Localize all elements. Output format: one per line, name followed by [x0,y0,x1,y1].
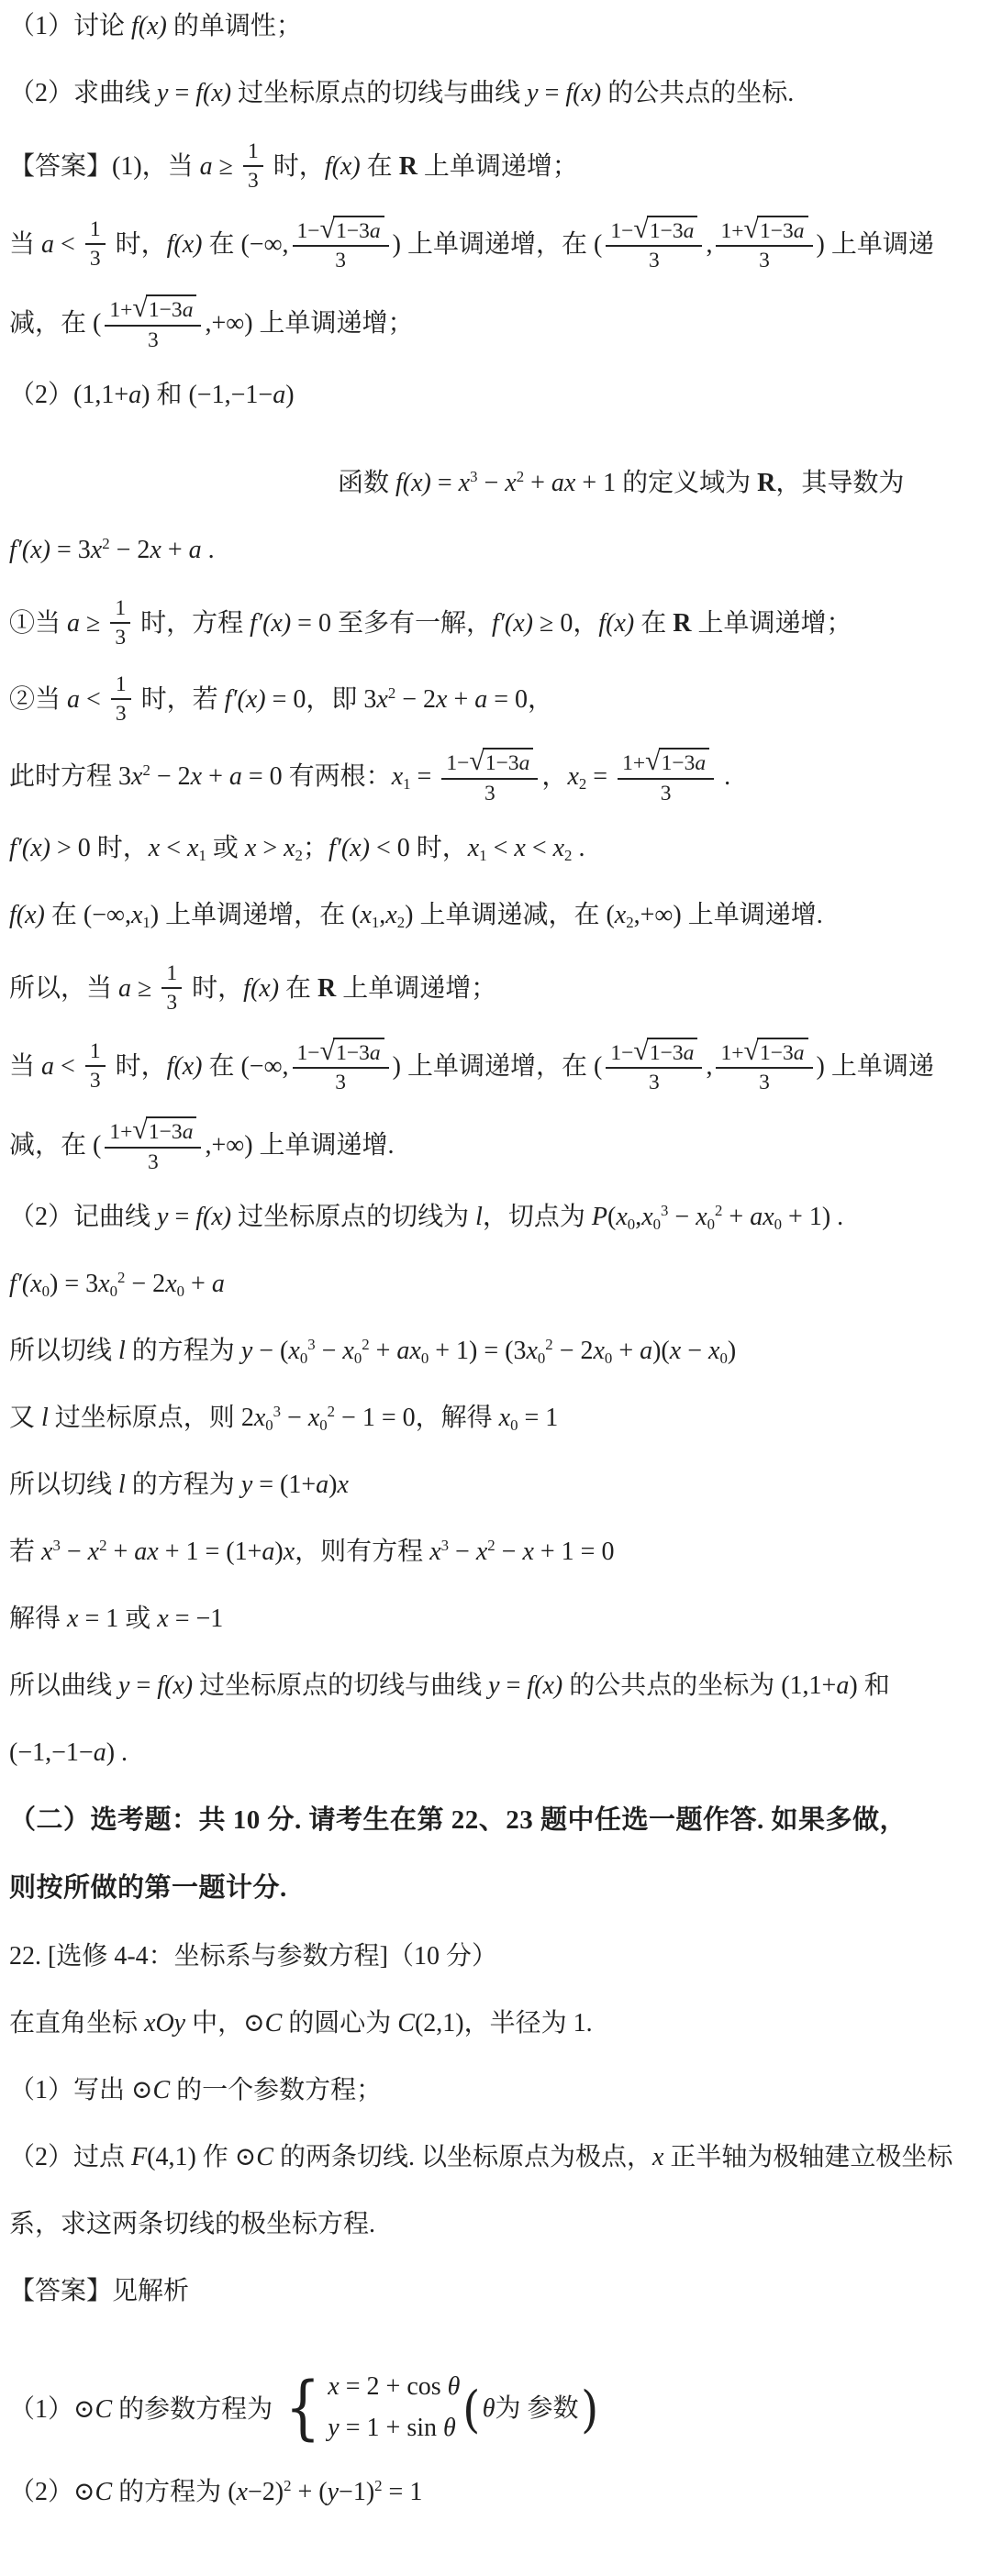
part2-tangent-line: 所以切线 l 的方程为 y = (1+a)x [9,1470,349,1499]
q22-part2b: 系，求这两条切线的极坐标方程. [9,2209,376,2238]
q22-answer-label: 【答案】见解析 [9,2276,190,2305]
q22-answer2: （2）⊙C 的方程为 $(x-2)^2 + (y-1)^2 = 1$ [9,2477,423,2506]
part2-intersection-equation: 若 $x^3 - x^2$ + ax + 1 = (1+a)x，则有方程 $x^3 - x^2 - x + 1 = 0$ [9,1537,615,1566]
question-part1: （1）讨论 f(x) 的单调性； [9,12,302,40]
q22-answer1: （1）⊙C 的参数方程为 { x = 2 + cos θ y = 1 + sin θ ( θ为 参数 ) [9,2366,598,2448]
analysis-sign: f′(x) > 0 时，x < x1 或 x > x2；f′(x) < 0 时，x1 < x < x2 . [9,833,585,864]
answer-part1-case2a: 当 a < $\frac{1}{3}$ 时，f(x) 在 (−∞, 1− √ 1−3a 3 ) 上单调递增，在 ( 1− √ 1−3a 3 , 1+ √ 1−3a 3 ) 上单调递 [9,212,934,272]
answer-part1-case2b: 减，在 ( 1+ √ 1−3a 3 ,+∞) 上单调递增； [9,292,414,352]
conclusion-case2a: 当 a < $\frac{1}{3}$ 时，f(x) 在 (−∞, 1− √ 1−3a 3 ) 上单调递增，在 ( 1− √ 1−3a 3 , 1+ √ 1−3a 3 ) 上单调递 [9,1034,934,1094]
q22-part1: （1）写出 ⊙C 的一个参数方程； [9,2075,383,2104]
q22-part2a: （2）过点 F(4,1) 作 ⊙C 的两条切线. 以坐标原点为极点，x 正半轴为极轴建立极坐标 [9,2142,953,2171]
part2-tangent-equation: 所以切线 l 的方程为 $y - (x0^3 - x0^2 + ax0 + 1) = (3x0^2 - 2x0 + a)(x - x0)$ [9,1336,737,1367]
question-part2: （2）求曲线 y = f(x) 过坐标原点的切线与曲线 y = f(x) 的公共点的坐标. [9,79,795,107]
conclusion-case1: 所以，当 a ≥ $\frac{1}{3}$ 时，f(x) 在 R 上单调递增； [9,960,497,1016]
analysis-derivative: $f'(x) = 3x^2 - 2x + a$ . [9,535,215,564]
section2-header-line2: 则按所做的第一题计分. [9,1873,287,1904]
answer-part2-points: （2）(1,1+a) 和 (−1,−1−a) [9,380,295,409]
part2-conclusion-a: 所以曲线 y = f(x) 过坐标原点的切线与曲线 y = f(x) 的公共点的坐标为 (1,1+a) 和 [9,1671,890,1700]
part2-derivative-at-x0: $f'(x0) = 3x0^2 - 2x0 + a$ [9,1269,225,1300]
part2-solve: 解得 x = 1 或 x = −1 [9,1604,224,1633]
analysis-two-roots: 此时方程 $3x^2 - 2x + a = 0$ 有两根：x1 = 1− √ 1−3a 3 ，x2 = 1+ √ 1−3a 3 . [9,745,731,805]
part2-conclusion-b: (−1,−1−a) . [9,1738,128,1767]
analysis-domain: 函数 $f(x) = x^3 - x^2$ + ax + 1 的定义域为 R，其导数为 [338,468,905,497]
part2-origin-condition: 又 l 过坐标原点，则 $2x0^3 - x0^2 - 1 = 0$，解得 x0 = 1 [9,1403,559,1434]
analysis-case1: ①当 a ≥ $\frac{1}{3}$ 时，方程 f′(x) = 0 至多有一解，f′(x) ≥ 0，f(x) 在 R 上单调递增； [9,595,852,650]
q22-title: 22. [选修 4-4：坐标系与参数方程]（10 分） [9,1941,497,1971]
answer-part1-case1: 【答案】(1)，当 a ≥ $\frac{1}{3}$ 时，f(x) 在 R 上单调递增； [9,139,578,194]
section2-header-line1: （二）选考题：共 10 分. 请考生在第 22、23 题中任选一题作答. 如果多做， [9,1804,907,1835]
analysis-case2: ②当 a < $\frac{1}{3}$ 时，若 f′(x) = 0，即 $3x^2 - 2x + a = 0$， [9,672,554,726]
part2-tangent-setup: （2）记曲线 y = f(x) 过坐标原点的切线为 l，切点为 $P(x0,x0^3 - x0^2 + ax0 + 1)$ . [9,1202,844,1233]
conclusion-case2b: 减，在 ( 1+ √ 1−3a 3 ,+∞) 上单调递增. [9,1114,395,1174]
q22-setup: 在直角坐标 xOy 中，⊙C 的圆心为 C(2,1)，半径为 1. [9,2008,593,2037]
analysis-intervals: f(x) 在 (−∞,x1) 上单调递增，在 (x1,x2) 上单调递减，在 (x2,+∞) 上单调递增. [9,900,823,931]
